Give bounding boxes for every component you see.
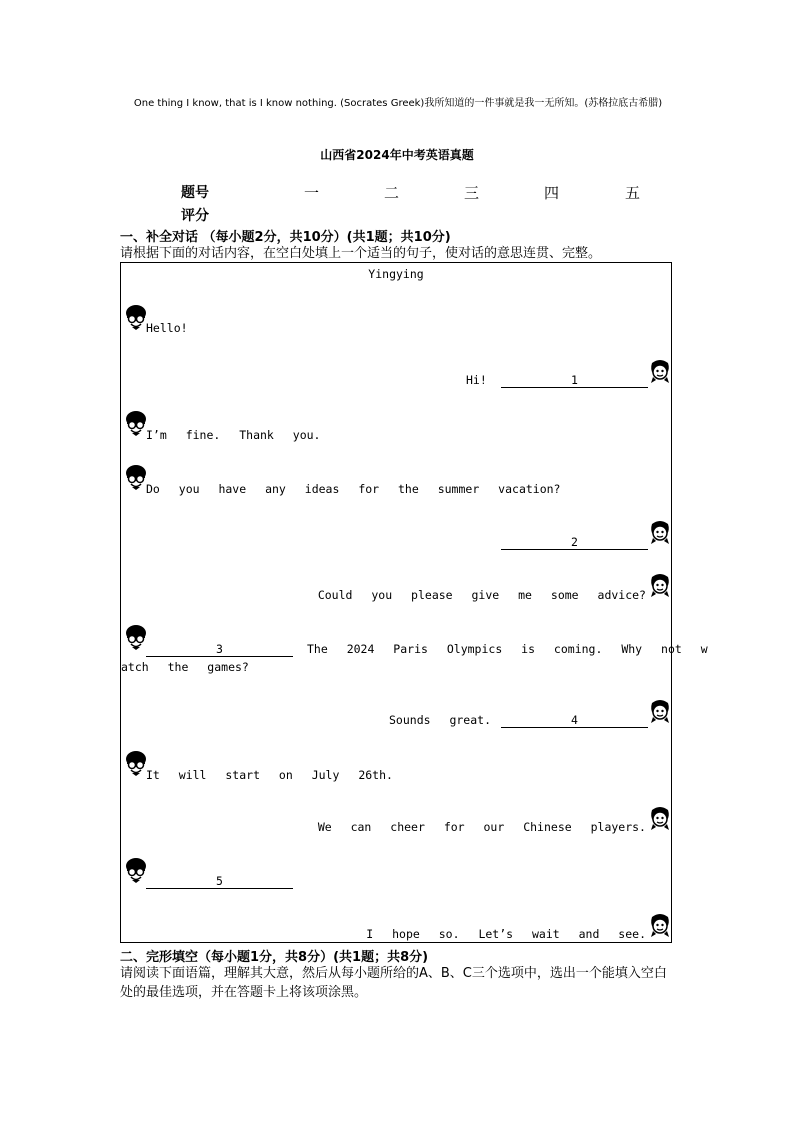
dialog-line-10: We can cheer for our Chinese players. (317, 820, 646, 834)
score-col-5: 五 (625, 184, 641, 202)
dialog-line-4: Do you have any ideas for the summer vacation? (146, 482, 561, 496)
section1-heading: 一、补全对话 （每小题2分，共10分）(共1题；共10分) (120, 230, 451, 245)
score-col-4: 四 (544, 184, 560, 202)
speaker-b-avatar-icon (648, 571, 672, 597)
speaker-a-avatar-icon (124, 304, 148, 330)
dialog-line-8: Sounds great. (389, 713, 492, 727)
speaker-b-avatar-icon (648, 697, 672, 723)
speaker-b-avatar-icon (648, 804, 672, 830)
answer-blank-2[interactable]: 2 (501, 535, 648, 550)
dialog-line-7: The 2024 Paris Olympics is coming. Why not w (307, 642, 708, 656)
score-table-row2-label: 评分 (181, 208, 209, 224)
section2-instruction: 请阅读下面语篇，理解其大意，然后从每小题所给的A、B、C三个选项中，选出一个能填入空白处的最佳选项，并在答题卡上将该项涂黑。 (120, 966, 667, 1000)
dialog-line-6: Could you please give me some advice? (317, 588, 646, 602)
answer-blank-4[interactable]: 4 (501, 713, 648, 728)
dialog-line-12: I hope so. Let’s wait and see. (366, 927, 646, 941)
speaker-a-avatar-icon (124, 410, 148, 436)
dialog-speaker-name: Yingying (368, 267, 424, 281)
speaker-a-avatar-icon (124, 750, 148, 776)
dialog-line-3: I’m fine. Thank you. (146, 428, 321, 442)
page-title: 山西省2024年中考英语真题 (320, 148, 474, 162)
speaker-a-avatar-icon (124, 624, 148, 650)
section2-heading: 二、完形填空（每小题1分，共8分）(共1题；共8分) (120, 950, 429, 965)
speaker-a-avatar-icon (124, 464, 148, 490)
dialog-line-7-cont: atch the games? (121, 660, 249, 674)
score-table-row1-label: 题号 (181, 185, 209, 201)
speaker-b-avatar-icon (648, 911, 672, 937)
answer-blank-5[interactable]: 5 (146, 874, 293, 889)
answer-blank-3[interactable]: 3 (146, 642, 293, 657)
dialog-line-1: Hello! (146, 321, 188, 335)
score-col-1: 一 (304, 184, 320, 202)
score-col-2: 二 (384, 184, 400, 202)
section1-instruction: 请根据下面的对话内容，在空白处填上一个适当的句子，使对话的意思连贯、完整。 (120, 246, 602, 261)
answer-blank-1[interactable]: 1 (501, 373, 648, 388)
dialog-line-9: It will start on July 26th. (146, 768, 393, 782)
speaker-a-avatar-icon (124, 857, 148, 883)
dialog-line-2: Hi! (466, 373, 487, 387)
dialog-box (120, 262, 672, 943)
speaker-b-avatar-icon (648, 357, 672, 383)
score-col-3: 三 (464, 184, 480, 202)
speaker-b-avatar-icon (648, 518, 672, 544)
header-quote: One thing I know, that is I know nothing. (Socrates Greek)我所知道的一件事就是我一无所知。(苏格拉底古希腊) (133, 98, 663, 109)
